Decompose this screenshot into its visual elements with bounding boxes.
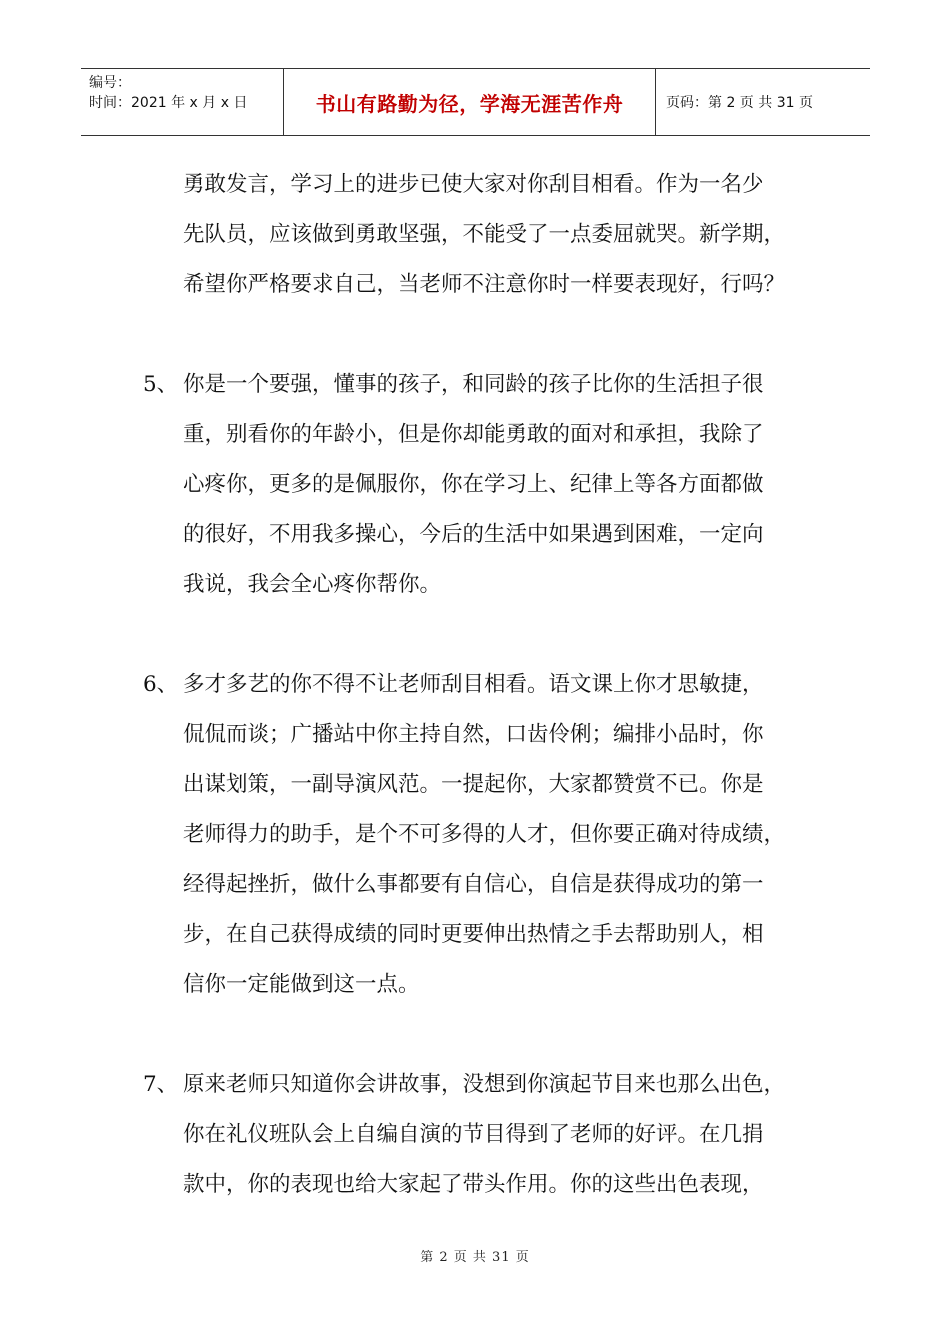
text-line: 多才多艺的你不得不让老师刮目相看。语文课上你才思敏捷， — [183, 672, 764, 697]
text-line: 老师得力的助手，是个不可多得的人才，但你要正确对待成绩， — [183, 822, 786, 847]
document-body — [0, 160, 950, 1210]
paragraph — [0, 1060, 950, 1210]
paragraph-gap — [0, 1010, 950, 1060]
paragraph-number: 6、 — [143, 672, 179, 697]
header-page-info: 页码：第 2 页 共 31 页 — [666, 95, 813, 111]
text-line: 先队员，应该做到勇敢坚强，不能受了一点委屈就哭。新学期， — [183, 222, 786, 247]
paragraph-number: 7、 — [143, 1072, 179, 1097]
text-line: 心疼你，更多的是佩服你，你在学习上、纪律上等各方面都做 — [183, 472, 764, 497]
document-number-label: 编号： — [89, 75, 131, 91]
text-line: 你是一个要强，懂事的孩子，和同龄的孩子比你的生活担子很 — [183, 372, 764, 397]
paragraph-gap — [0, 310, 950, 360]
text-line: 的很好，不用我多操心，今后的生活中如果遇到困难，一定向 — [183, 522, 764, 547]
text-line: 经得起挫折，做什么事都要有自信心，自信是获得成功的第一 — [183, 872, 764, 897]
paragraph-number: 5、 — [143, 372, 179, 397]
text-line: 希望你严格要求自己，当老师不注意你时一样要表现好，行吗？ — [183, 272, 786, 297]
header-meta — [81, 69, 283, 135]
text-line: 步，在自己获得成绩的同时更要伸出热情之手去帮助别人，相 — [183, 922, 764, 947]
text-line: 原来老师只知道你会讲故事，没想到你演起节目来也那么出色， — [183, 1072, 786, 1097]
text-line: 侃侃而谈；广播站中你主持自然，口齿伶俐；编排小品时，你 — [183, 722, 764, 747]
text-line: 重，别看你的年龄小，但是你却能勇敢的面对和承担，我除了 — [183, 422, 764, 447]
text-line: 出谋划策，一副导演风范。一提起你，大家都赞赏不已。你是 — [183, 772, 764, 797]
paragraph-gap — [0, 610, 950, 660]
text-line: 勇敢发言，学习上的进步已使大家对你刮目相看。作为一名少 — [183, 172, 764, 197]
text-line: 款中，你的表现也给大家起了带头作用。你的这些出色表现， — [183, 1172, 764, 1197]
paragraph — [0, 360, 950, 610]
text-line: 信你一定能做到这一点。 — [183, 972, 420, 997]
page-footer: 第 2 页 共 31 页 — [420, 1250, 530, 1265]
header-motto: 书山有路勤为径，学海无涯苦作舟 — [283, 69, 656, 135]
text-line: 你在礼仪班队会上自编自演的节目得到了老师的好评。在几捐 — [183, 1122, 764, 1147]
paragraph — [0, 160, 950, 310]
paragraph — [0, 660, 950, 1010]
text-line: 我说，我会全心疼你帮你。 — [183, 572, 442, 597]
document-date: 时间：2021 年 x 月 x 日 — [89, 95, 248, 111]
document-header — [81, 68, 870, 136]
